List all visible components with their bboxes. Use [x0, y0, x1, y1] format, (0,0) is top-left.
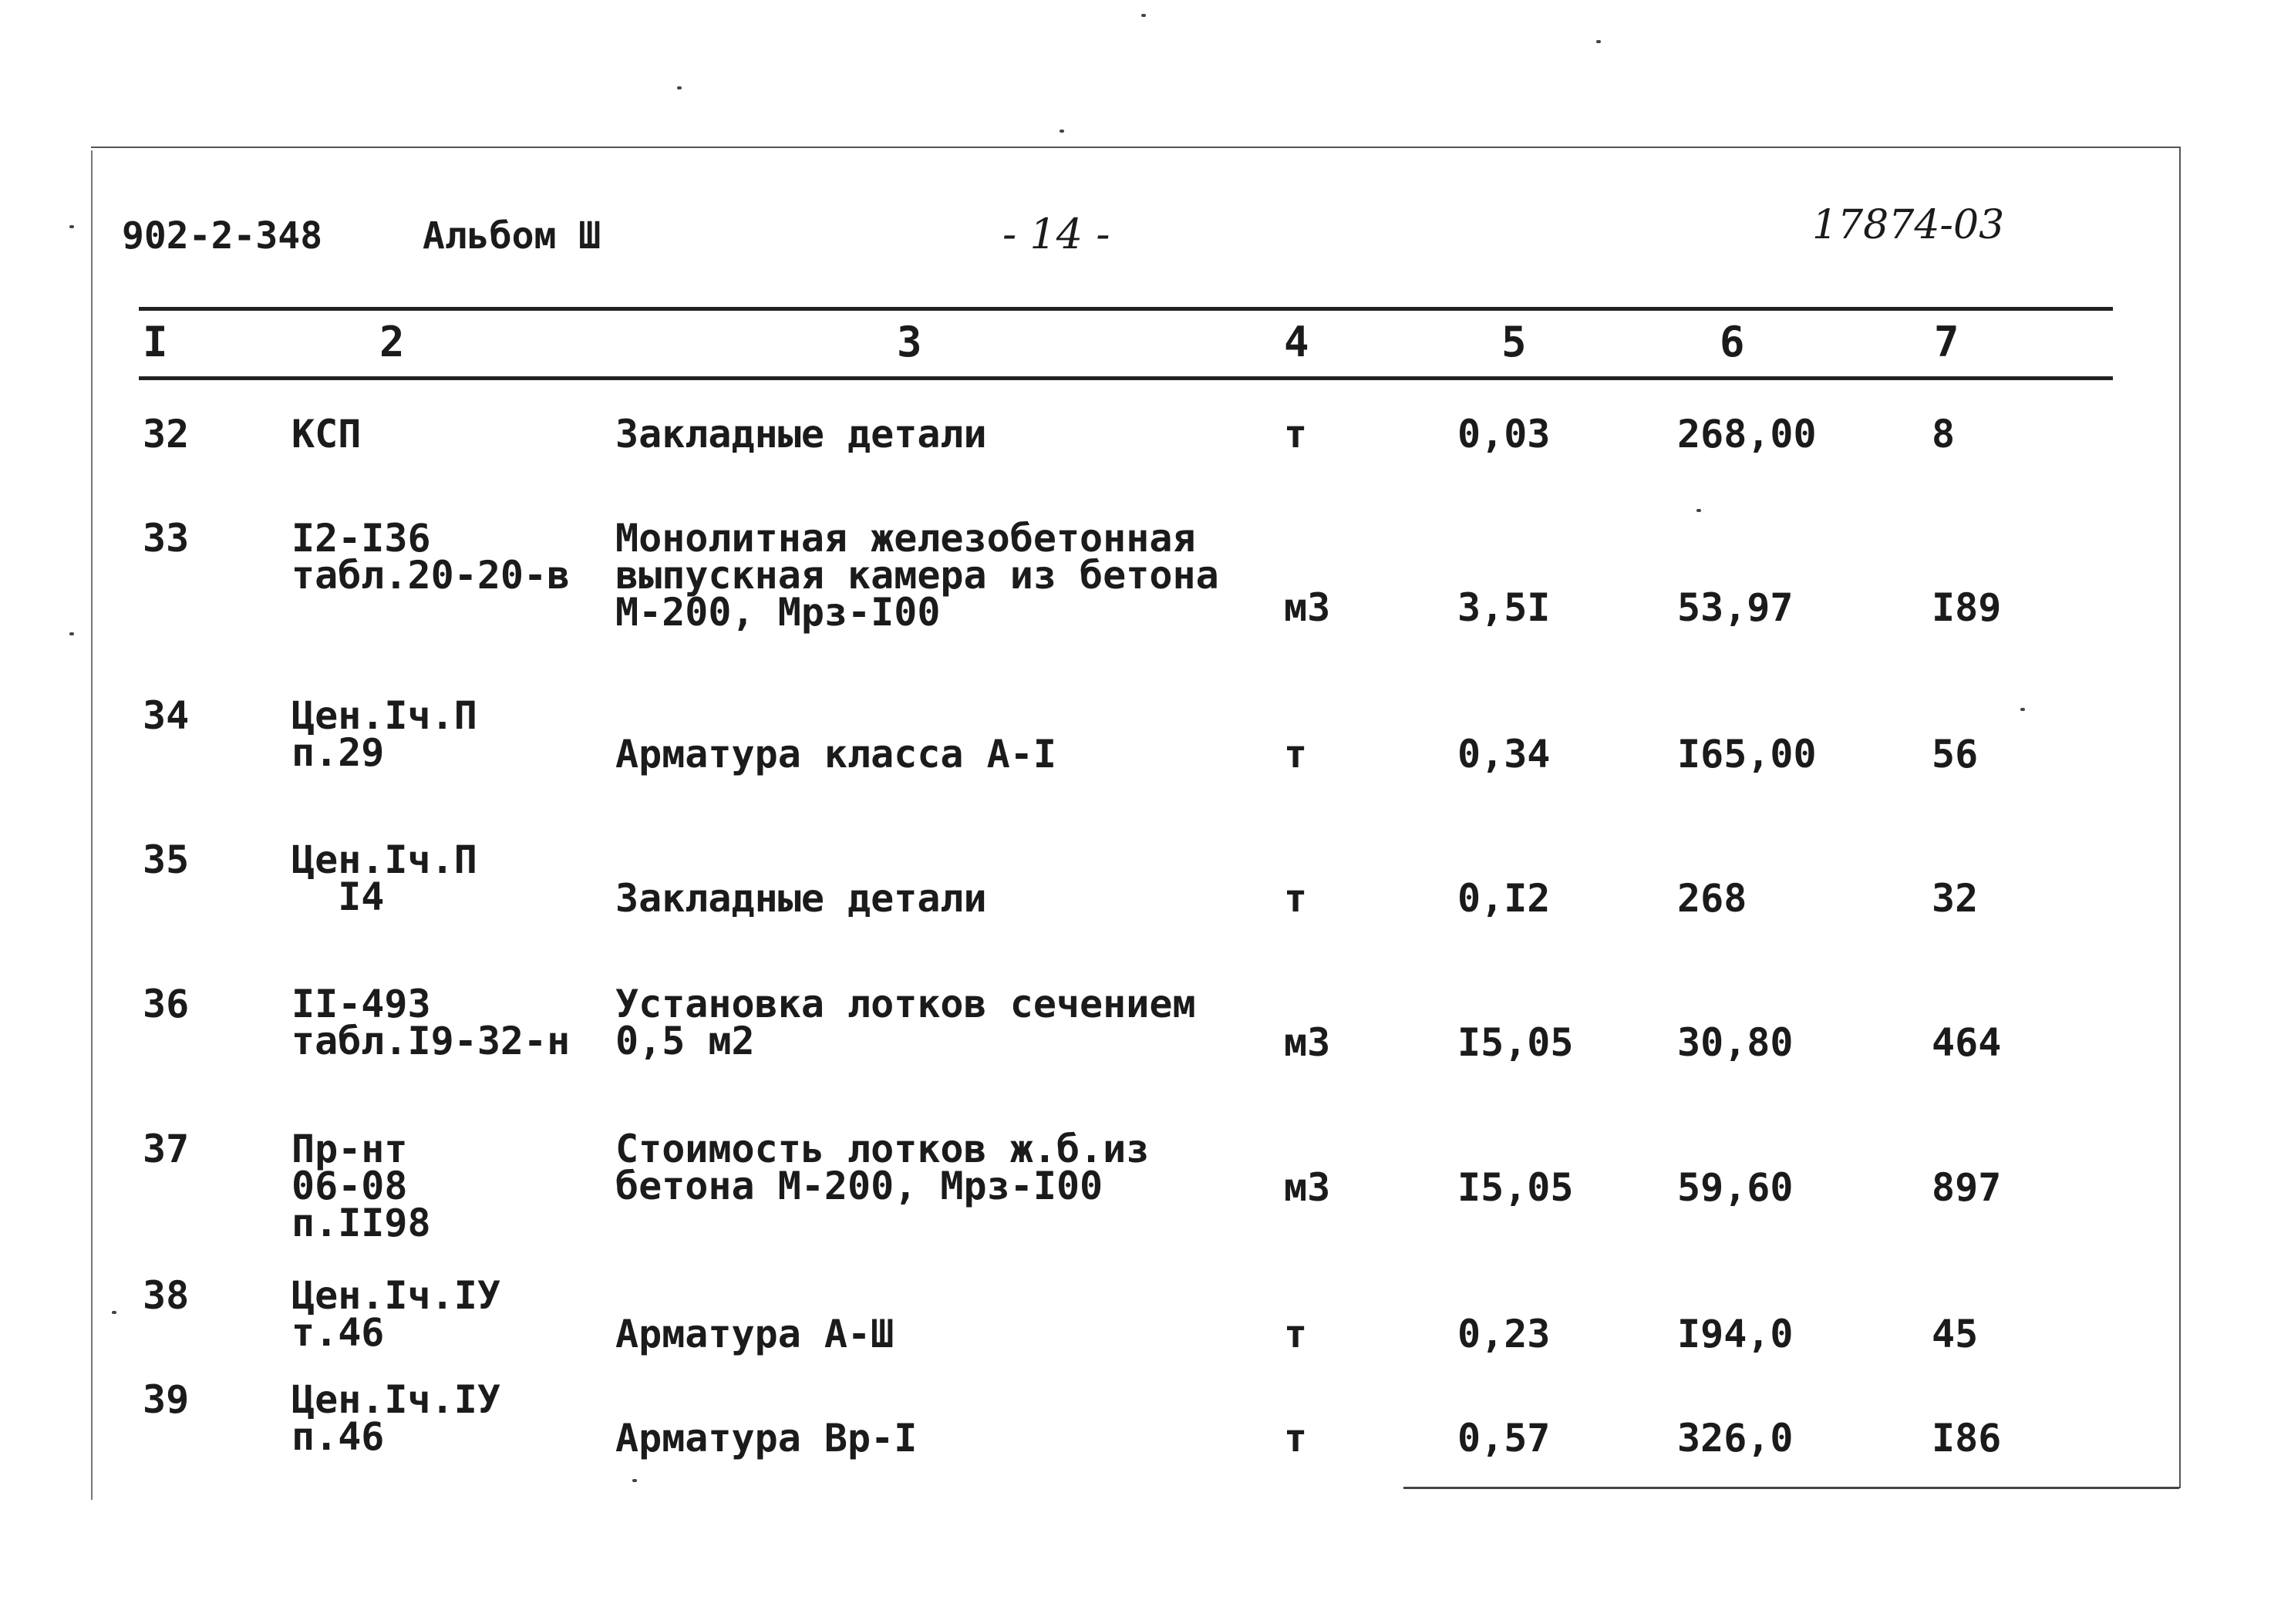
reference-line: Пр-нт	[291, 1127, 408, 1171]
reference-line: 06-08	[291, 1164, 408, 1208]
description-line: Арматура класса А-I	[615, 732, 1056, 777]
reference-line: КСП	[291, 412, 362, 457]
unit: м3	[1284, 585, 1331, 630]
reference-line: табл.20-20-в	[291, 553, 571, 598]
description-line: Монолитная железобетонная	[615, 516, 1196, 561]
doc-code: 902-2-348	[122, 214, 323, 258]
total-cost: 464	[1932, 1020, 2002, 1065]
quantity: 0,23	[1457, 1312, 1551, 1356]
page-frame-top	[91, 147, 2181, 148]
unit: т	[1284, 732, 1308, 777]
reference-line: I4	[291, 874, 385, 919]
total-cost: I89	[1932, 585, 2002, 630]
unit-price: 326,0	[1677, 1416, 1794, 1461]
scan-speck	[2020, 708, 2025, 711]
unit: т	[1284, 412, 1308, 457]
total-cost: I86	[1932, 1416, 2002, 1461]
reference-line: II-493	[291, 982, 431, 1026]
reference-line: Цен.Iч.П	[291, 693, 477, 738]
scan-speck	[1596, 40, 1601, 43]
reference-line: Цен.Iч.П	[291, 837, 477, 882]
total-cost: 8	[1932, 412, 1956, 457]
table-header-rule	[139, 376, 2113, 380]
column-number-3: 3	[897, 318, 922, 366]
description-line: Установка лотков сечением	[615, 982, 1196, 1026]
description-line: Арматура А-Ш	[615, 1312, 895, 1356]
unit: м3	[1284, 1020, 1331, 1065]
total-cost: 45	[1932, 1312, 1979, 1356]
description-line: М-200, Мрз-I00	[615, 590, 941, 635]
column-number-5: 5	[1501, 318, 1527, 366]
reference-line: п.46	[291, 1414, 385, 1459]
column-number-2: 2	[379, 318, 405, 366]
quantity: 3,5I	[1457, 585, 1551, 630]
scan-speck	[69, 225, 74, 228]
row-number: 38	[143, 1273, 190, 1318]
reference-line: п.II98	[291, 1201, 431, 1245]
scan-speck	[112, 1311, 116, 1314]
row-number: 39	[143, 1377, 190, 1422]
scan-speck	[632, 1479, 637, 1482]
quantity: I5,05	[1457, 1165, 1574, 1210]
quantity: I5,05	[1457, 1020, 1574, 1065]
scan-speck	[1141, 14, 1146, 17]
unit: т	[1284, 1416, 1308, 1461]
column-number-7: 7	[1934, 318, 1959, 366]
reference-line: табл.I9-32-н	[291, 1019, 571, 1063]
description-line: Закладные детали	[615, 412, 987, 457]
column-number-4: 4	[1284, 318, 1309, 366]
unit-price: 59,60	[1677, 1165, 1794, 1210]
description-line: выпускная камера из бетона	[615, 553, 1219, 598]
row-number: 34	[143, 693, 190, 738]
description-line: Закладные детали	[615, 876, 987, 921]
page-number: - 14 -	[1002, 210, 1110, 258]
reference-line: п.29	[291, 730, 385, 775]
album-label: Альбом Ш	[423, 214, 601, 258]
column-number-6: 6	[1720, 318, 1745, 366]
reference-line: Цен.Iч.IУ	[291, 1377, 500, 1422]
description-line: Арматура Вр-I	[615, 1416, 918, 1461]
reference-line: I2-I36	[291, 516, 431, 561]
unit-price: I65,00	[1677, 732, 1817, 777]
unit-price: 53,97	[1677, 585, 1794, 630]
unit-price: 268,00	[1677, 412, 1817, 457]
scan-speck	[1696, 509, 1701, 512]
page-frame-bottom	[1403, 1487, 2179, 1489]
quantity: 0,34	[1457, 732, 1551, 777]
description-line: Стоимость лотков ж.б.из	[615, 1127, 1150, 1171]
inventory-number: 17874-03	[1812, 202, 2005, 248]
row-number: 33	[143, 516, 190, 561]
scan-speck	[677, 86, 682, 89]
unit: т	[1284, 876, 1308, 921]
reference-line: Цен.Iч.IУ	[291, 1273, 500, 1318]
row-number: 37	[143, 1127, 190, 1171]
reference-line: т.46	[291, 1310, 385, 1355]
description-line: бетона М-200, Мрз-I00	[615, 1164, 1103, 1208]
total-cost: 32	[1932, 876, 1979, 921]
unit: т	[1284, 1312, 1308, 1356]
description-line: 0,5 м2	[615, 1019, 755, 1063]
unit: м3	[1284, 1165, 1331, 1210]
scan-speck	[69, 632, 74, 635]
page-frame-right	[2179, 147, 2181, 1488]
quantity: 0,03	[1457, 412, 1551, 457]
quantity: 0,I2	[1457, 876, 1551, 921]
table-top-rule	[139, 307, 2113, 311]
total-cost: 56	[1932, 732, 1979, 777]
unit-price: 268	[1677, 876, 1747, 921]
row-number: 35	[143, 837, 190, 882]
quantity: 0,57	[1457, 1416, 1551, 1461]
row-number: 36	[143, 982, 190, 1026]
page-frame-left	[91, 150, 93, 1500]
unit-price: 30,80	[1677, 1020, 1794, 1065]
total-cost: 897	[1932, 1165, 2002, 1210]
row-number: 32	[143, 412, 190, 457]
unit-price: I94,0	[1677, 1312, 1794, 1356]
column-number-1: I	[143, 318, 168, 366]
scan-speck	[1060, 130, 1064, 133]
